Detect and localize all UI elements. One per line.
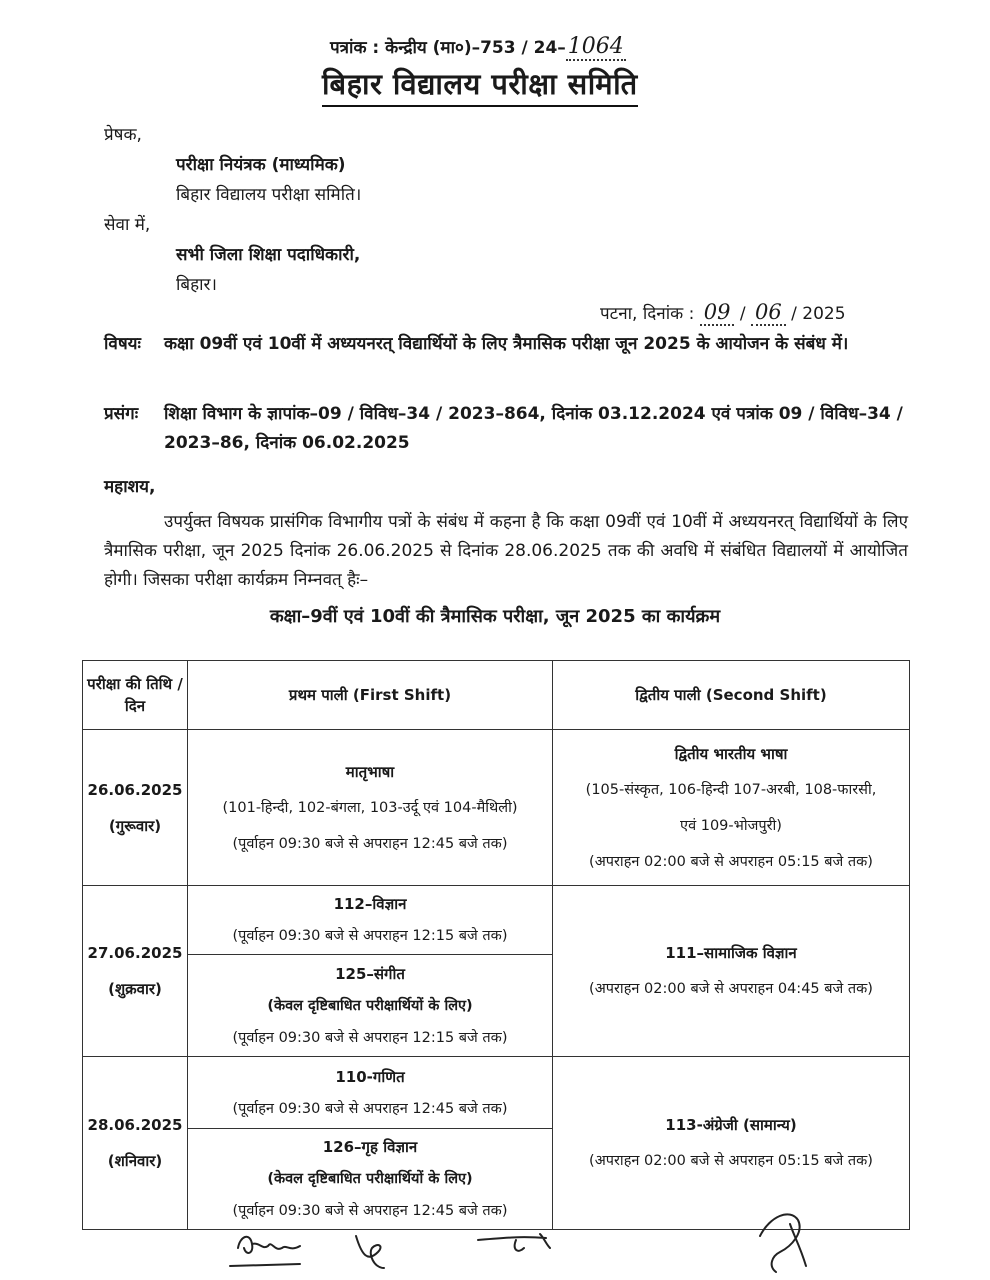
date-month-handwritten: 06 xyxy=(751,300,786,326)
header-first-shift: प्रथम पाली (First Shift) xyxy=(188,661,553,730)
signatures xyxy=(0,1196,990,1280)
first-shift-time: (पूर्वाहन 09:30 बजे से अपराहन 12:45 बजे तक) xyxy=(232,1203,508,1219)
table-header-row xyxy=(83,661,910,730)
date-line: पटना, दिनांक : 09 / 06 / 2025 xyxy=(600,300,846,324)
second-shift-detail: (105-संस्कृत, 106-हिन्दी 107-अरबी, 108-फारसी, xyxy=(585,781,877,798)
ref-handwritten-number: 1064 xyxy=(567,34,624,59)
table-row xyxy=(83,1057,910,1129)
second-shift-subject: 113-अंग्रेजी (सामान्य) xyxy=(665,1116,797,1134)
first-shift-detail: (101-हिन्दी, 102-बंगला, 103-उर्दू एवं 104-मैथिली) xyxy=(222,799,518,816)
signature-3-icon xyxy=(478,1234,550,1251)
date-year: / 2025 xyxy=(791,304,846,324)
row-date-cell xyxy=(83,886,188,1057)
second-shift-time: (अपराहन 02:00 बजे से अपराहन 05:15 बजे तक) xyxy=(589,1153,873,1169)
row-date: 28.06.2025 xyxy=(87,1116,183,1134)
recipient-place: बिहार। xyxy=(176,275,217,295)
row-date: 27.06.2025 xyxy=(87,944,183,962)
reference-label: प्रसंगः xyxy=(104,404,139,424)
second-shift-time: (अपराहन 02:00 बजे से अपराहन 05:15 बजे तक) xyxy=(589,853,873,870)
table-row xyxy=(83,886,910,955)
letter-reference-number xyxy=(330,34,626,59)
body-paragraph xyxy=(104,508,908,595)
first-shift-time: (पूर्वाहन 09:30 बजे से अपराहन 12:15 बजे तक) xyxy=(232,1029,508,1046)
schedule-title: कक्षा–9वीं एवं 10वीं की त्रैमासिक परीक्षा, जून 2025 का कार्यक्रम xyxy=(269,606,721,627)
subject-label: विषयः xyxy=(104,334,141,354)
date-day-handwritten: 09 xyxy=(700,300,735,326)
first-shift-time: (पूर्वाहन 09:30 बजे से अपराहन 12:45 बजे तक) xyxy=(232,1100,508,1117)
first-shift-cell xyxy=(188,1057,553,1129)
first-shift-note: (केवल दृष्टिबाधित परीक्षार्थियों के लिए) xyxy=(267,1171,473,1187)
signature-1-underline-icon xyxy=(230,1264,300,1266)
second-shift-cell xyxy=(553,886,910,1057)
sender-designation: परीक्षा नियंत्रक (माध्यमिक) xyxy=(176,155,346,175)
row-date-cell xyxy=(83,730,188,886)
first-shift-cell xyxy=(188,730,553,886)
first-shift-cell xyxy=(188,955,553,1057)
exam-schedule-table xyxy=(82,660,910,1230)
sender-label: प्रेषक, xyxy=(104,125,142,145)
ref-prefix: पत्रांक : केन्द्रीय (मा०)–753 / 24– xyxy=(330,38,566,58)
salutation: महाशय, xyxy=(104,477,156,497)
subject-block xyxy=(104,330,904,359)
date-prefix: पटना, दिनांक : xyxy=(600,304,695,324)
reference-block xyxy=(104,400,904,458)
subject-text: कक्षा 09वीं एवं 10वीं में अध्ययनरत् विद्यार्थियों के लिए त्रैमासिक परीक्षा जून 2025 के आयोजन के संबंध में। xyxy=(164,334,849,354)
signature-4-icon xyxy=(760,1214,806,1272)
second-shift-subject: 111–सामाजिक विज्ञान xyxy=(665,944,797,962)
second-shift-detail-2: एवं 109-भोजपुरी) xyxy=(680,817,782,834)
signature-1-icon xyxy=(238,1237,300,1253)
first-shift-subject: मातृभाषा xyxy=(345,762,395,781)
header-date: परीक्षा की तिथि / दिन xyxy=(83,661,188,730)
row-date: 26.06.2025 xyxy=(87,780,183,799)
first-shift-subject: 126–गृह विज्ञान xyxy=(322,1138,418,1156)
recipient-label: सेवा में, xyxy=(104,215,151,235)
second-shift-subject: द्वितीय भारतीय भाषा xyxy=(674,744,788,763)
reference-text: शिक्षा विभाग के ज्ञापांक–09 / विविध–34 / 2023–864, दिनांक 03.12.2024 एवं पत्रांक 09 / विविध–34 / 2023–86, दिनांक 06.02.2025 xyxy=(164,404,903,453)
first-shift-subject: 112–विज्ञान xyxy=(333,895,407,913)
recipient-designation: सभी जिला शिक्षा पदाधिकारी, xyxy=(176,245,361,265)
body-text: उपर्युक्त विषयक प्रासंगिक विभागीय पत्रों के संबंध में कहना है कि कक्षा 09वीं एवं 10वीं में अध्ययनरत् विद्यार्थियों के लिए त्रैमासिक परीक्षा, जून 2025 दिनांक 26.06.2025 से दिनांक 28.06.2025 तक की अवधि में संबंधित विद्यालयों में आयोजित होगी। जिसका परीक्षा कार्यक्रम निम्नवत् हैः– xyxy=(104,512,908,590)
row-day: (शनिवार) xyxy=(107,1152,163,1170)
board-title: बिहार विद्यालय परीक्षा समिति xyxy=(322,64,638,107)
first-shift-subject: 125–संगीत xyxy=(335,964,405,983)
second-shift-cell xyxy=(553,730,910,886)
first-shift-subject: 110-गणित xyxy=(335,1067,405,1086)
table-row xyxy=(83,730,910,886)
signature-2-icon xyxy=(356,1236,384,1268)
first-shift-time: (पूर्वाहन 09:30 बजे से अपराहन 12:15 बजे तक) xyxy=(232,928,508,944)
sender-office: बिहार विद्यालय परीक्षा समिति। xyxy=(176,185,362,205)
row-day: (शुक्रवार) xyxy=(108,980,162,998)
first-shift-time: (पूर्वाहन 09:30 बजे से अपराहन 12:45 बजे तक) xyxy=(232,835,508,852)
row-day: (गुरूवार) xyxy=(108,816,162,835)
header-second-shift: द्वितीय पाली (Second Shift) xyxy=(553,661,910,730)
first-shift-cell xyxy=(188,886,553,955)
first-shift-note: (केवल दृष्टिबाधित परीक्षार्थियों के लिए) xyxy=(267,997,473,1014)
second-shift-time: (अपराहन 02:00 बजे से अपराहन 04:45 बजे तक) xyxy=(589,981,873,997)
